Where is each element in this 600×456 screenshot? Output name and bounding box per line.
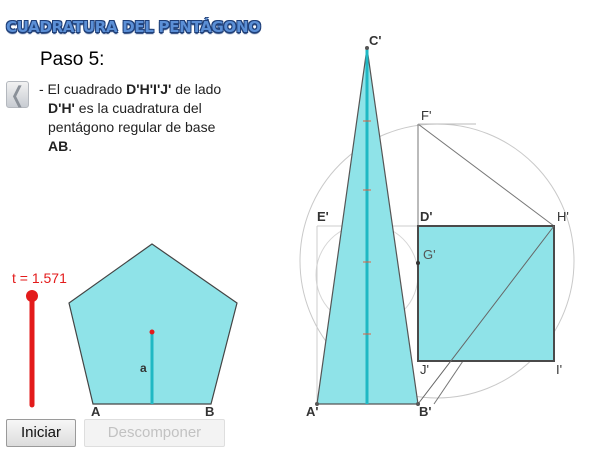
pentagon-center-point	[150, 330, 155, 335]
step-text-4: pentágono regular de base	[48, 119, 216, 135]
label-f: F'	[421, 108, 432, 123]
label-b: B'	[419, 404, 432, 419]
label-e: E'	[317, 209, 329, 224]
page-title: CUADRATURA DEL PENTÁGONO	[6, 18, 261, 36]
label-d: D'	[420, 209, 433, 224]
apothem-label: a	[140, 361, 147, 375]
square-name: D'H'I'J'	[126, 81, 172, 97]
label-g: G'	[423, 247, 436, 262]
base-name: AB	[48, 138, 69, 154]
square-dhij	[418, 226, 554, 361]
label-c: C'	[369, 33, 382, 48]
vertex-b-label: B	[205, 404, 215, 419]
start-button[interactable]: Iniciar	[6, 419, 76, 447]
point-g	[416, 261, 420, 265]
label-i: I'	[556, 362, 563, 377]
side-name: D'H'	[48, 100, 75, 116]
slider-handle[interactable]	[26, 290, 38, 302]
vertex-a-label: A	[91, 404, 101, 419]
chevron-left-icon: ❬	[8, 82, 27, 107]
slider-label: t = 1.571	[12, 270, 67, 286]
label-h: H'	[557, 209, 569, 224]
decompose-button[interactable]: Descomponer	[84, 419, 225, 447]
step-text-1: - El cuadrado	[39, 81, 127, 97]
label-a: A'	[306, 404, 319, 419]
helper-line-f-h	[418, 124, 554, 226]
label-j: J'	[420, 362, 429, 377]
step-text-2: de lado	[171, 81, 222, 97]
step-text-5: .	[68, 138, 73, 154]
step-text-3: es la cuadratura del	[74, 100, 202, 116]
step-title: Paso 5:	[40, 49, 105, 70]
